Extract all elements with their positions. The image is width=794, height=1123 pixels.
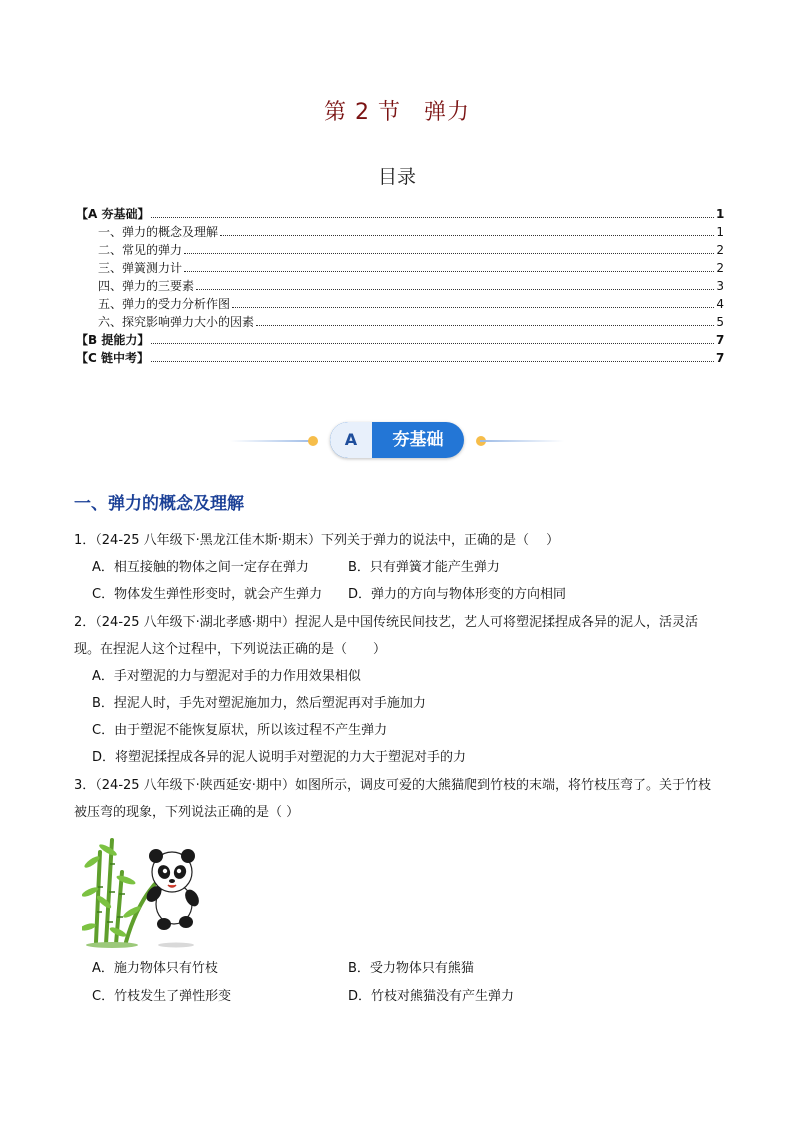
toc-leader-dots <box>256 325 714 326</box>
banner-dot-left <box>308 436 318 446</box>
question-stem: 3．（24-25 八年级下·陕西延安·期中）如图所示，调皮可爱的大熊猫爬到竹枝的末端，将竹枝压弯了。关于竹枝被压弯的现象，下列说法正确的是（ ） <box>74 778 711 820</box>
toc-leader-dots <box>151 361 714 362</box>
toc-leader-dots <box>220 235 714 236</box>
question-option: B．捏泥人时，手先对塑泥施加力，然后塑泥再对手施加力 <box>92 696 426 711</box>
question-option: D．竹枝对熊猫没有产生弹力 <box>348 989 515 1004</box>
toc-entry[interactable] <box>76 277 724 295</box>
banner-line-right <box>480 440 564 442</box>
toc-entry-page: 1 <box>716 225 724 239</box>
toc-entry-page: 3 <box>716 279 724 293</box>
question-option: D．将塑泥揉捏成各异的泥人说明手对塑泥的力大于塑泥对手的力 <box>92 750 467 765</box>
toc-entry-label: 【C 链中考】 <box>76 351 149 365</box>
toc-entry[interactable] <box>76 313 724 331</box>
question-option: D．弹力的方向与物体形变的方向相同 <box>348 587 567 602</box>
toc-entry-page: 1 <box>716 207 725 221</box>
toc-leader-dots <box>184 271 714 272</box>
toc-entry-page: 2 <box>716 261 724 275</box>
toc-entry[interactable] <box>76 295 724 313</box>
section-banner <box>230 418 564 464</box>
toc-entry-label: 五、弹力的受力分析作图 <box>98 297 231 311</box>
toc-leader-dots <box>151 217 714 218</box>
toc-entry-label: 二、常见的弹力 <box>98 243 183 257</box>
banner-pill <box>330 422 464 458</box>
toc-entry-page: 4 <box>716 297 724 311</box>
toc-entry-page: 5 <box>716 315 724 329</box>
toc-entry[interactable] <box>76 331 724 349</box>
toc-leader-dots <box>196 289 714 290</box>
toc-leader-dots <box>184 253 714 254</box>
toc-entry-label: 四、弹力的三要素 <box>98 279 195 293</box>
toc-entry-label: 【B 提能力】 <box>76 333 150 347</box>
toc-entry-page: 7 <box>716 351 725 365</box>
toc-entry-label: 一、弹力的概念及理解 <box>98 225 219 239</box>
toc-entry[interactable] <box>76 223 724 241</box>
toc-entry-page: 7 <box>716 333 725 347</box>
question-option: C．竹枝发生了弹性形变 <box>92 989 232 1004</box>
page-title: 第 2 节 弹力 <box>324 100 470 125</box>
toc-entry-page: 2 <box>716 243 724 257</box>
question-option: C．物体发生弹性形变时，就会产生弹力 <box>92 587 323 602</box>
banner-line-left <box>230 440 314 442</box>
toc-leader-dots <box>232 307 714 308</box>
question-option: B．只有弹簧才能产生弹力 <box>348 560 500 575</box>
banner-badge: A <box>330 422 372 458</box>
table-of-contents <box>76 205 724 367</box>
question-option: A．手对塑泥的力与塑泥对手的力作用效果相似 <box>92 669 361 684</box>
toc-entry[interactable] <box>76 241 724 259</box>
question-option: A．相互接触的物体之间一定存在弹力 <box>92 560 309 575</box>
question-option: B．受力物体只有熊猫 <box>348 961 474 976</box>
toc-entry-label: 六、探究影响弹力大小的因素 <box>98 315 255 329</box>
banner-text: 夯基础 <box>392 430 444 450</box>
toc-entry-label: 【A 夯基础】 <box>76 207 150 221</box>
toc-entry[interactable] <box>76 259 724 277</box>
panda-bamboo-illustration <box>82 832 212 950</box>
toc-entry[interactable] <box>76 205 724 223</box>
toc-entry[interactable] <box>76 349 724 367</box>
toc-heading: 目录 <box>377 166 416 188</box>
section-heading: 一、弹力的概念及理解 <box>74 494 244 514</box>
toc-leader-dots <box>151 343 714 344</box>
question-option: C．由于塑泥不能恢复原状，所以该过程不产生弹力 <box>92 723 388 738</box>
toc-entry-label: 三、弹簧测力计 <box>98 261 183 275</box>
question-option: A．施力物体只有竹枝 <box>92 961 218 976</box>
question-stem: 1．（24-25 八年级下·黑龙江佳木斯·期末）下列关于弹力的说法中，正确的是（ ） <box>74 533 560 548</box>
question-stem: 2．（24-25 八年级下·湖北孝感·期中）捏泥人是中国传统民间技艺，艺人可将塑泥揉捏成各异的泥人，活灵活现。在捏泥人这个过程中，下列说法正确的是（ ） <box>74 615 698 657</box>
